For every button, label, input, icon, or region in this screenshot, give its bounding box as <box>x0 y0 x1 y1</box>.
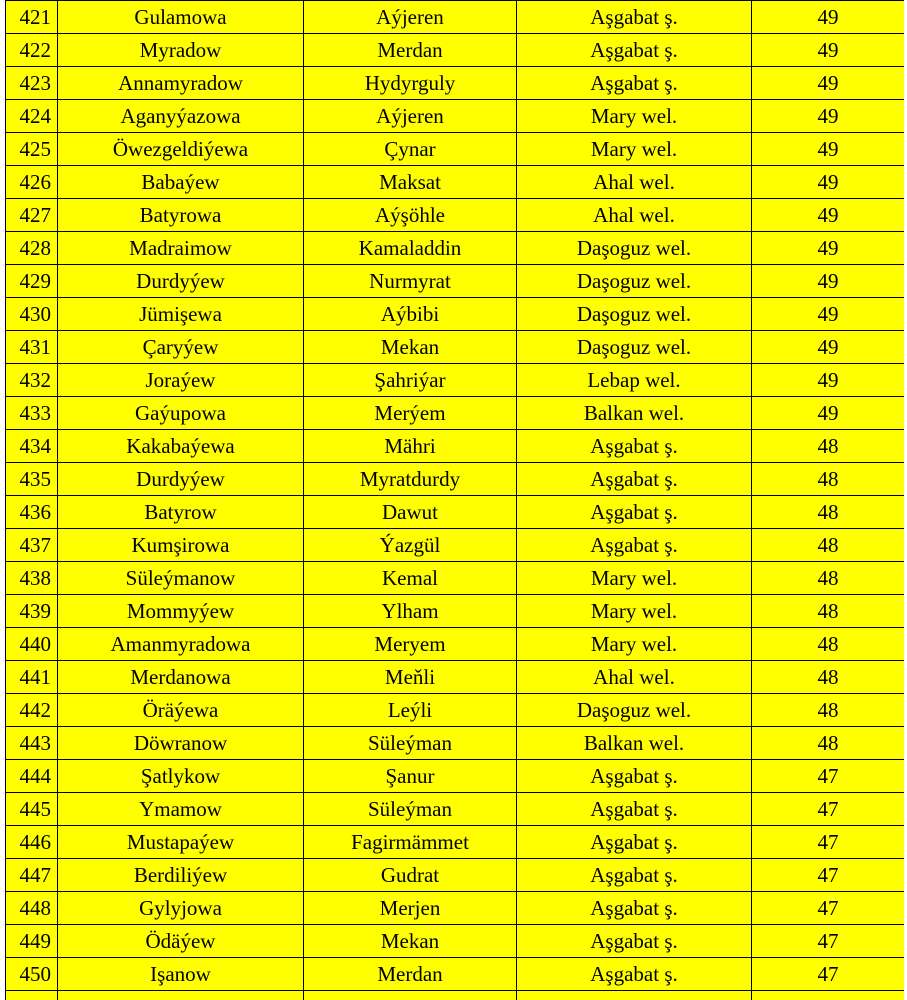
surname-cell: Gulamowa <box>58 1 304 34</box>
surname-cell: Çaryýew <box>58 331 304 364</box>
first-name-cell: Aýşöhle <box>304 199 517 232</box>
table-row <box>6 826 905 859</box>
surname-cell: Kumşirowa <box>58 529 304 562</box>
first-name-cell: Merjen <box>304 892 517 925</box>
score-cell: 49 <box>752 199 905 232</box>
table-row <box>6 463 905 496</box>
first-name-cell: Süleýman <box>304 793 517 826</box>
row-number-cell: 445 <box>6 793 58 826</box>
table-cell <box>304 991 517 1000</box>
row-number-cell: 441 <box>6 661 58 694</box>
region-cell: Ahal wel. <box>517 199 752 232</box>
region-cell: Lebap wel. <box>517 364 752 397</box>
score-cell: 48 <box>752 595 905 628</box>
score-cell: 49 <box>752 100 905 133</box>
first-name-cell: Nurmyrat <box>304 265 517 298</box>
score-cell: 49 <box>752 331 905 364</box>
region-cell: Mary wel. <box>517 133 752 166</box>
row-number-cell: 440 <box>6 628 58 661</box>
surname-cell: Süleýmanow <box>58 562 304 595</box>
first-name-cell: Mähri <box>304 430 517 463</box>
table-row <box>6 859 905 892</box>
surname-cell: Batyrowa <box>58 199 304 232</box>
first-name-cell: Merdan <box>304 34 517 67</box>
table-row <box>6 892 905 925</box>
table-row <box>6 529 905 562</box>
region-cell: Aşgabat ş. <box>517 529 752 562</box>
score-cell: 49 <box>752 397 905 430</box>
row-number-cell: 443 <box>6 727 58 760</box>
score-cell: 49 <box>752 166 905 199</box>
row-number-cell: 435 <box>6 463 58 496</box>
score-cell: 48 <box>752 529 905 562</box>
results-table-body <box>6 0 905 1000</box>
first-name-cell: Fagirmämmet <box>304 826 517 859</box>
first-name-cell: Kamaladdin <box>304 232 517 265</box>
row-number-cell: 429 <box>6 265 58 298</box>
row-number-cell: 437 <box>6 529 58 562</box>
table-row <box>6 595 905 628</box>
table-row <box>6 925 905 958</box>
surname-cell: Şatlykow <box>58 760 304 793</box>
score-cell: 49 <box>752 232 905 265</box>
score-cell: 47 <box>752 925 905 958</box>
score-cell: 48 <box>752 562 905 595</box>
surname-cell: Merdanowa <box>58 661 304 694</box>
row-number-cell: 424 <box>6 100 58 133</box>
surname-cell: Işanow <box>58 958 304 991</box>
row-number-cell: 433 <box>6 397 58 430</box>
surname-cell: Joraýew <box>58 364 304 397</box>
surname-cell: Mustapaýew <box>58 826 304 859</box>
first-name-cell: Merdan <box>304 958 517 991</box>
region-cell: Daşoguz wel. <box>517 331 752 364</box>
score-cell: 49 <box>752 133 905 166</box>
surname-cell: Amanmyradowa <box>58 628 304 661</box>
table-row <box>6 397 905 430</box>
region-cell: Aşgabat ş. <box>517 859 752 892</box>
first-name-cell: Ýazgül <box>304 529 517 562</box>
region-cell: Aşgabat ş. <box>517 1 752 34</box>
score-cell: 48 <box>752 430 905 463</box>
score-cell: 49 <box>752 265 905 298</box>
surname-cell: Annamyradow <box>58 67 304 100</box>
first-name-cell: Kemal <box>304 562 517 595</box>
table-row <box>6 232 905 265</box>
region-cell: Balkan wel. <box>517 397 752 430</box>
row-number-cell: 431 <box>6 331 58 364</box>
table-row <box>6 727 905 760</box>
first-name-cell: Gudrat <box>304 859 517 892</box>
first-name-cell: Dawut <box>304 496 517 529</box>
surname-cell: Öräýewa <box>58 694 304 727</box>
surname-cell: Mommyýew <box>58 595 304 628</box>
results-sheet <box>5 0 904 1000</box>
region-cell: Aşgabat ş. <box>517 760 752 793</box>
score-cell: 47 <box>752 793 905 826</box>
score-cell: 49 <box>752 298 905 331</box>
region-cell: Mary wel. <box>517 562 752 595</box>
table-row <box>6 760 905 793</box>
region-cell: Aşgabat ş. <box>517 430 752 463</box>
table-row <box>6 958 905 991</box>
table-row <box>6 199 905 232</box>
surname-cell: Durdyýew <box>58 265 304 298</box>
table-row <box>6 661 905 694</box>
surname-cell: Gaýupowa <box>58 397 304 430</box>
table-row <box>6 265 905 298</box>
row-number-cell: 427 <box>6 199 58 232</box>
row-number-cell: 423 <box>6 67 58 100</box>
table-row <box>6 133 905 166</box>
region-cell: Aşgabat ş. <box>517 793 752 826</box>
score-cell: 47 <box>752 859 905 892</box>
table-row <box>6 1 905 34</box>
table-row-partial-bottom <box>6 991 905 1000</box>
row-number-cell: 450 <box>6 958 58 991</box>
first-name-cell: Hydyrguly <box>304 67 517 100</box>
row-number-cell: 434 <box>6 430 58 463</box>
row-number-cell: 421 <box>6 1 58 34</box>
table-row <box>6 100 905 133</box>
surname-cell: Döwranow <box>58 727 304 760</box>
table-row <box>6 34 905 67</box>
surname-cell: Kakabaýewa <box>58 430 304 463</box>
score-cell: 48 <box>752 661 905 694</box>
surname-cell: Durdyýew <box>58 463 304 496</box>
row-number-cell: 428 <box>6 232 58 265</box>
row-number-cell: 449 <box>6 925 58 958</box>
first-name-cell: Ylham <box>304 595 517 628</box>
first-name-cell: Şanur <box>304 760 517 793</box>
first-name-cell: Aýjeren <box>304 100 517 133</box>
region-cell: Mary wel. <box>517 100 752 133</box>
row-number-cell: 447 <box>6 859 58 892</box>
surname-cell: Öwezgeldiýewa <box>58 133 304 166</box>
score-cell: 49 <box>752 34 905 67</box>
region-cell: Aşgabat ş. <box>517 496 752 529</box>
surname-cell: Aganyýazowa <box>58 100 304 133</box>
results-table <box>5 0 904 1000</box>
score-cell: 48 <box>752 694 905 727</box>
table-row <box>6 430 905 463</box>
region-cell: Ahal wel. <box>517 166 752 199</box>
region-cell: Aşgabat ş. <box>517 463 752 496</box>
surname-cell: Myradow <box>58 34 304 67</box>
row-number-cell: 448 <box>6 892 58 925</box>
region-cell: Aşgabat ş. <box>517 34 752 67</box>
score-cell: 48 <box>752 628 905 661</box>
table-cell <box>6 991 58 1000</box>
row-number-cell: 422 <box>6 34 58 67</box>
surname-cell: Babaýew <box>58 166 304 199</box>
first-name-cell: Maksat <box>304 166 517 199</box>
region-cell: Daşoguz wel. <box>517 298 752 331</box>
first-name-cell: Myratdurdy <box>304 463 517 496</box>
surname-cell: Jümişewa <box>58 298 304 331</box>
score-cell: 47 <box>752 958 905 991</box>
first-name-cell: Çynar <box>304 133 517 166</box>
table-row <box>6 793 905 826</box>
table-cell <box>58 991 304 1000</box>
score-cell: 49 <box>752 67 905 100</box>
score-cell: 47 <box>752 826 905 859</box>
first-name-cell: Aýjeren <box>304 1 517 34</box>
region-cell: Balkan wel. <box>517 727 752 760</box>
surname-cell: Ödäýew <box>58 925 304 958</box>
surname-cell: Batyrow <box>58 496 304 529</box>
table-cell <box>752 991 905 1000</box>
surname-cell: Madraimow <box>58 232 304 265</box>
region-cell: Ahal wel. <box>517 661 752 694</box>
table-row <box>6 166 905 199</box>
score-cell: 49 <box>752 1 905 34</box>
table-row <box>6 628 905 661</box>
score-cell: 48 <box>752 727 905 760</box>
row-number-cell: 430 <box>6 298 58 331</box>
region-cell: Daşoguz wel. <box>517 232 752 265</box>
table-cell <box>517 991 752 1000</box>
region-cell: Aşgabat ş. <box>517 925 752 958</box>
table-row <box>6 298 905 331</box>
row-number-cell: 425 <box>6 133 58 166</box>
row-number-cell: 442 <box>6 694 58 727</box>
row-number-cell: 446 <box>6 826 58 859</box>
region-cell: Daşoguz wel. <box>517 694 752 727</box>
region-cell: Mary wel. <box>517 595 752 628</box>
first-name-cell: Aýbibi <box>304 298 517 331</box>
row-number-cell: 439 <box>6 595 58 628</box>
table-row <box>6 694 905 727</box>
row-number-cell: 432 <box>6 364 58 397</box>
table-row <box>6 364 905 397</box>
first-name-cell: Meryem <box>304 628 517 661</box>
surname-cell: Gylyjowa <box>58 892 304 925</box>
row-number-cell: 426 <box>6 166 58 199</box>
table-row <box>6 67 905 100</box>
first-name-cell: Leýli <box>304 694 517 727</box>
surname-cell: Berdiliýew <box>58 859 304 892</box>
region-cell: Aşgabat ş. <box>517 892 752 925</box>
row-number-cell: 444 <box>6 760 58 793</box>
row-number-cell: 436 <box>6 496 58 529</box>
first-name-cell: Merýem <box>304 397 517 430</box>
region-cell: Aşgabat ş. <box>517 67 752 100</box>
first-name-cell: Süleýman <box>304 727 517 760</box>
region-cell: Aşgabat ş. <box>517 826 752 859</box>
score-cell: 49 <box>752 364 905 397</box>
table-row <box>6 562 905 595</box>
score-cell: 48 <box>752 496 905 529</box>
region-cell: Aşgabat ş. <box>517 958 752 991</box>
region-cell: Daşoguz wel. <box>517 265 752 298</box>
score-cell: 48 <box>752 463 905 496</box>
table-row <box>6 331 905 364</box>
table-row <box>6 496 905 529</box>
region-cell: Mary wel. <box>517 628 752 661</box>
first-name-cell: Şahriýar <box>304 364 517 397</box>
score-cell: 47 <box>752 892 905 925</box>
first-name-cell: Meňli <box>304 661 517 694</box>
score-cell: 47 <box>752 760 905 793</box>
first-name-cell: Mekan <box>304 331 517 364</box>
row-number-cell: 438 <box>6 562 58 595</box>
surname-cell: Ymamow <box>58 793 304 826</box>
first-name-cell: Mekan <box>304 925 517 958</box>
